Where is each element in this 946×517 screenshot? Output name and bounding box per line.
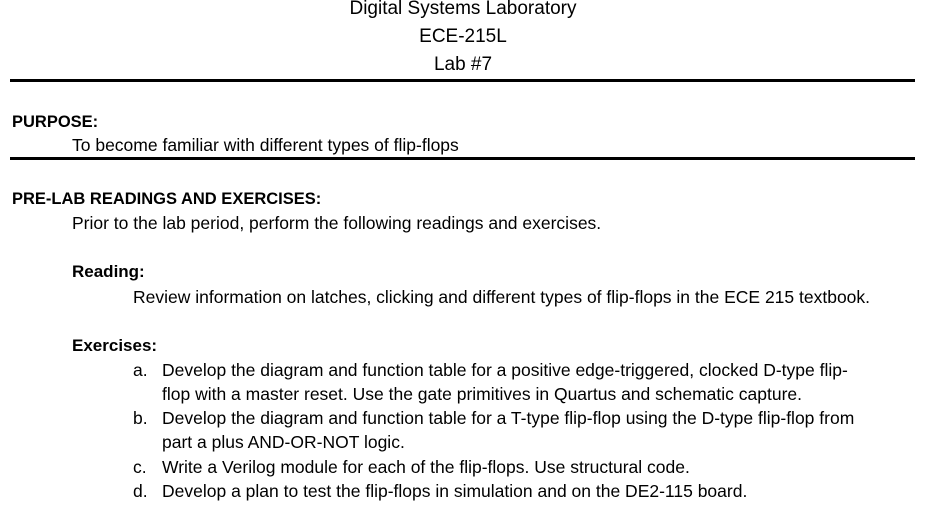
exercise-text-line: Develop the diagram and function table for a T-type flip-flop using the D-type flip-flop from [162,408,855,428]
exercise-text-line: Write a Verilog module for each of the flip-flops. Use structural code. [162,457,690,477]
prelab-heading: PRE-LAB READINGS AND EXERCISES: [12,190,322,208]
purpose-heading: PURPOSE: [12,113,99,131]
exercises-heading: Exercises: [72,336,158,355]
header-divider [10,79,915,82]
exercise-letter: a. [133,360,148,380]
exercise-text-line: Develop the diagram and function table for a positive edge-triggered, clocked D-type flip- [162,360,848,380]
course-code: ECE-215L [419,26,507,47]
exercise-letter: b. [133,408,148,428]
exercise-text-line: Develop a plan to test the flip-flops in simulation and on the DE2-115 board. [162,481,748,501]
purpose-divider [10,157,915,160]
document-title: Digital Systems Laboratory [349,0,577,19]
exercise-text-line: flop with a master reset. Use the gate primitives in Quartus and schematic capture. [162,384,803,404]
reading-heading: Reading: [72,262,145,281]
purpose-text: To become familiar with different types of flip-flops [72,135,459,155]
prelab-intro: Prior to the lab period, perform the following readings and exercises. [72,213,602,233]
exercise-letter: c. [133,457,147,477]
exercise-letter: d. [133,481,148,501]
reading-text: Review information on latches, clicking and different types of flip-flops in the ECE 215 textbook. [133,287,871,307]
exercise-text-line: part a plus AND-OR-NOT logic. [162,432,405,452]
lab-number: Lab #7 [433,54,493,75]
